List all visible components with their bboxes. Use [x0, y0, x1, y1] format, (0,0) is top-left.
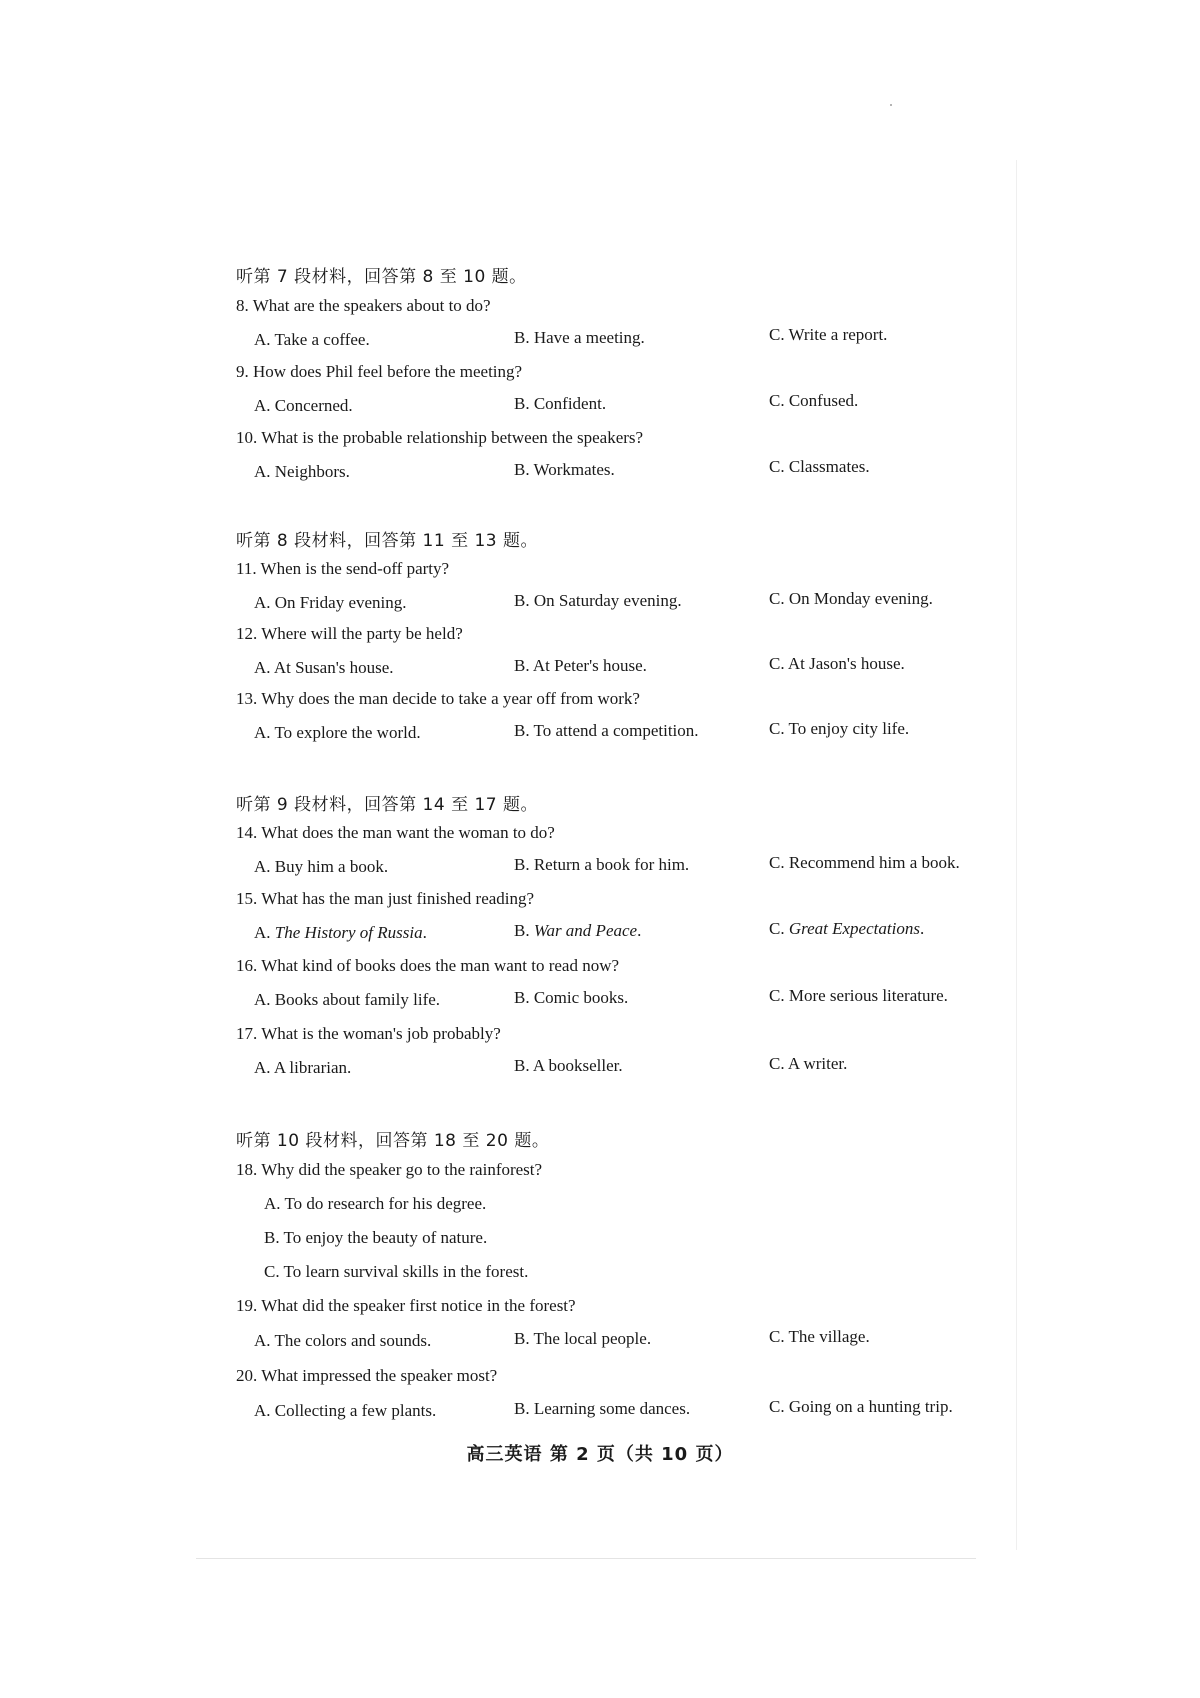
question-14: 14. What does the man want the woman to do?	[236, 823, 555, 842]
question-8: 8. What are the speakers about to do?	[236, 296, 491, 315]
scan-edge-line	[196, 1558, 976, 1559]
book-title: The History of Russia	[274, 923, 423, 942]
option-18a: A. To do research for his degree.	[264, 1194, 487, 1213]
section-heading: 听第 8 段材料，回答第 11 至 13 题。	[236, 531, 539, 551]
option-prefix: B.	[514, 921, 530, 940]
option-17b: B. A bookseller.	[514, 1056, 623, 1075]
option-10b: B. Workmates.	[514, 460, 615, 479]
question-12: 12. Where will the party be held?	[236, 624, 463, 643]
option-19b: B. The local people.	[514, 1329, 652, 1348]
option-16a: A. Books about family life.	[254, 990, 441, 1009]
option-20c: C. Going on a hunting trip.	[769, 1397, 953, 1416]
question-19: 19. What did the speaker first notice in the forest?	[236, 1296, 576, 1315]
question-16: 16. What kind of books does the man want to read now?	[236, 956, 620, 975]
option-17c: C. A writer.	[769, 1054, 848, 1073]
scan-dot	[890, 104, 892, 106]
question-18: 18. Why did the speaker go to the rainforest?	[236, 1160, 543, 1179]
question-11: 11. When is the send-off party?	[236, 559, 450, 578]
option-8a: A. Take a coffee.	[254, 330, 370, 349]
option-17a: A. A librarian.	[254, 1058, 352, 1077]
option-16b: B. Comic books.	[514, 988, 629, 1007]
option-13c: C. To enjoy city life.	[769, 719, 910, 738]
section-heading: 听第 10 段材料，回答第 18 至 20 题。	[236, 1131, 550, 1151]
option-12c: C. At Jason's house.	[769, 654, 905, 673]
scan-edge-line	[1016, 160, 1017, 1550]
question-9: 9. How does Phil feel before the meeting?	[236, 362, 523, 381]
option-16c: C. More serious literature.	[769, 986, 948, 1005]
option-14a: A. Buy him a book.	[254, 857, 389, 876]
question-13: 13. Why does the man decide to take a year off from work?	[236, 689, 640, 708]
question-10: 10. What is the probable relationship between the speakers?	[236, 428, 644, 447]
option-15c: C. Great Expectations.	[769, 919, 925, 938]
option-20b: B. Learning some dances.	[514, 1399, 691, 1418]
book-title: Great Expectations	[788, 919, 920, 938]
question-17: 17. What is the woman's job probably?	[236, 1024, 501, 1043]
option-11a: A. On Friday evening.	[254, 593, 407, 612]
option-15a: A. The History of Russia.	[254, 923, 427, 942]
question-20: 20. What impressed the speaker most?	[236, 1366, 498, 1385]
option-9b: B. Confident.	[514, 394, 607, 413]
option-12b: B. At Peter's house.	[514, 656, 647, 675]
option-10a: A. Neighbors.	[254, 462, 350, 481]
option-20a: A. Collecting a few plants.	[254, 1401, 437, 1420]
question-15: 15. What has the man just finished reading?	[236, 889, 535, 908]
option-12a: A. At Susan's house.	[254, 658, 394, 677]
option-18c: C. To learn survival skills in the forest.	[264, 1262, 529, 1281]
option-15b: B. War and Peace.	[514, 921, 642, 940]
option-8b: B. Have a meeting.	[514, 328, 645, 347]
page-footer: 高三英语 第 2 页（共 10 页）	[466, 1444, 734, 1465]
option-19a: A. The colors and sounds.	[254, 1331, 432, 1350]
option-11b: B. On Saturday evening.	[514, 591, 682, 610]
option-9c: C. Confused.	[769, 391, 859, 410]
option-10c: C. Classmates.	[769, 457, 870, 476]
option-8c: C. Write a report.	[769, 325, 888, 344]
option-13a: A. To explore the world.	[254, 723, 421, 742]
option-9a: A. Concerned.	[254, 396, 353, 415]
option-18b: B. To enjoy the beauty of nature.	[264, 1228, 488, 1247]
section-heading: 听第 7 段材料，回答第 8 至 10 题。	[236, 267, 527, 287]
option-14c: C. Recommend him a book.	[769, 853, 960, 872]
option-14b: B. Return a book for him.	[514, 855, 690, 874]
book-title: War and Peace	[533, 921, 638, 940]
option-13b: B. To attend a competition.	[514, 721, 699, 740]
option-19c: C. The village.	[769, 1327, 870, 1346]
option-prefix: A.	[254, 923, 271, 942]
option-11c: C. On Monday evening.	[769, 589, 933, 608]
section-heading: 听第 9 段材料，回答第 14 至 17 题。	[236, 795, 539, 815]
option-prefix: C.	[769, 919, 785, 938]
